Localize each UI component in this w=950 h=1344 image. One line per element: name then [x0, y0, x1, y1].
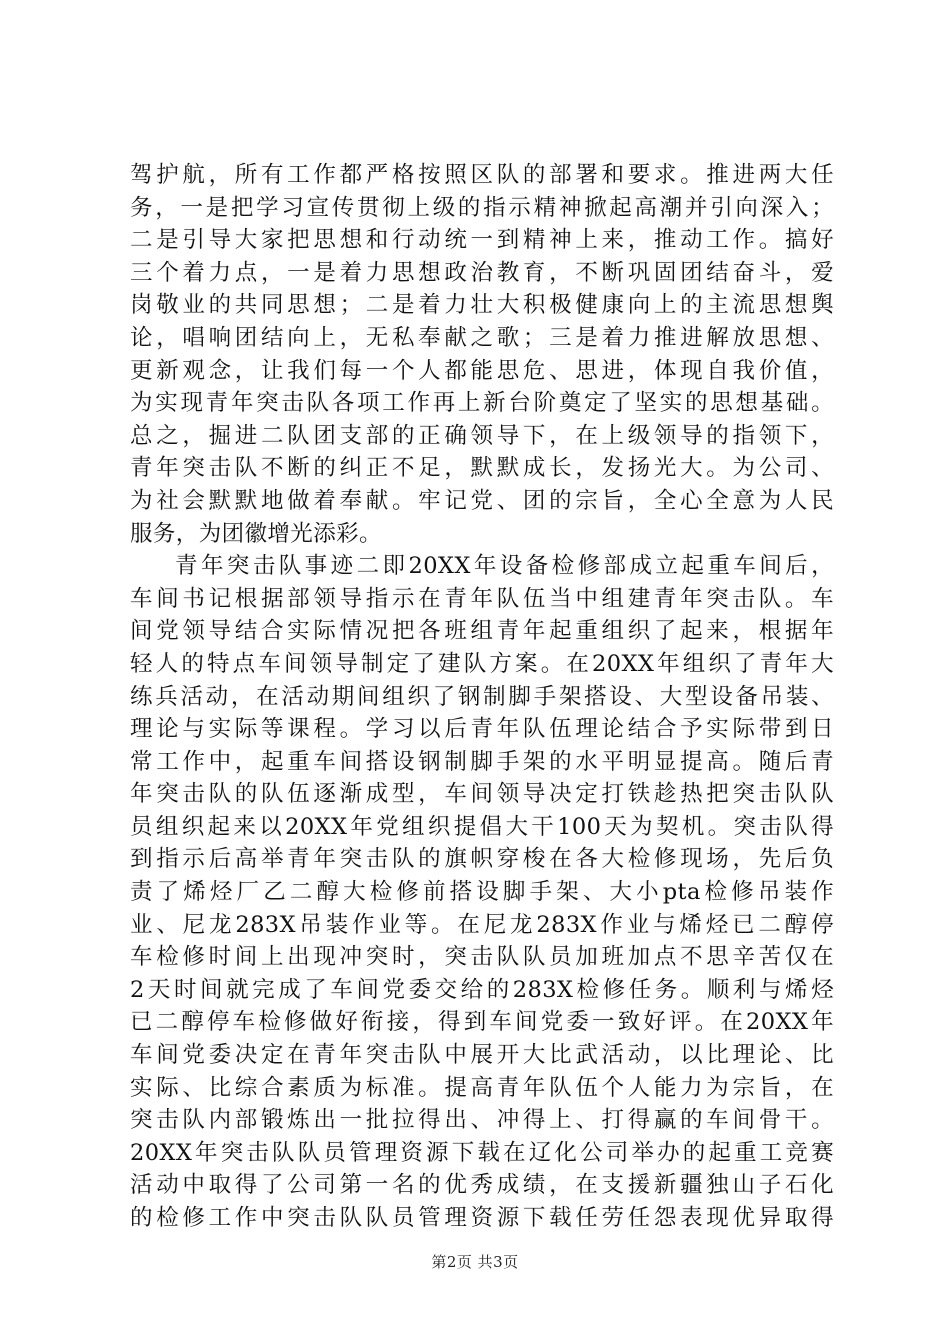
- text-line: 青年突击队事迹二即20XX年设备检修部成立起重车间后，: [175, 553, 834, 580]
- text-line: 年突击队的队伍逐渐成型，车间领导决定打铁趁热把突击队队: [130, 781, 834, 808]
- text-line: 实际、比综合素质为标准。提高青年队伍个人能力为宗旨，在: [130, 1074, 834, 1101]
- text-line: 更新观念，让我们每一个人都能思危、思进，体现自我价值，: [130, 357, 834, 384]
- text-line: 青年突击队不断的纠正不足，默默成长，发扬光大。为公司、: [130, 455, 834, 482]
- text-line: 常工作中，起重车间搭设钢制脚手架的水平明显提高。随后青: [130, 748, 834, 775]
- text-line: 责了烯烃厂乙二醇大检修前搭设脚手架、大小pta检修吊装作: [130, 879, 834, 906]
- page-footer: 第2页 共3页: [431, 1253, 519, 1271]
- text-line: 服务，为团徽增光添彩。: [130, 520, 382, 547]
- body-text: [130, 159, 834, 1235]
- text-line: 车间党委决定在青年突击队中展开大比武活动，以比理论、比: [130, 1042, 834, 1069]
- text-line: 业、尼龙283X吊装作业等。在尼龙283X作业与烯烃已二醇停: [130, 911, 834, 938]
- paragraph: [130, 550, 834, 1234]
- text-line: 已二醇停车检修做好衔接，得到车间党委一致好评。在20XX年: [130, 1009, 834, 1036]
- text-line: 的检修工作中突击队队员管理资源下载任劳任怨表现优异取得: [130, 1205, 834, 1231]
- text-line: 车检修时间上出现冲突时，突击队队员加班加点不思辛苦仅在: [130, 944, 834, 971]
- text-line: 岗敬业的共同思想；二是着力壮大积极健康向上的主流思想舆: [130, 292, 834, 319]
- text-line: 到指示后高举青年突击队的旗帜穿梭在各大检修现场，先后负: [130, 846, 834, 873]
- text-line: 员组织起来以20XX年党组织提倡大干100天为契机。突击队得: [130, 813, 834, 840]
- text-line: 务，一是把学习宣传贯彻上级的指示精神掀起高潮并引向深入；: [130, 194, 834, 221]
- text-line: 练兵活动，在活动期间组织了钢制脚手架搭设、大型设备吊装、: [130, 683, 834, 710]
- text-line: 突击队内部锻炼出一批拉得出、冲得上、打得赢的车间骨干。: [130, 1107, 834, 1134]
- text-line: 间党领导结合实际情况把各班组青年起重组织了起来，根据年: [130, 618, 834, 645]
- text-line: 论，唱响团结向上，无私奉献之歌；三是着力推进解放思想、: [130, 324, 834, 351]
- paragraph: [130, 159, 834, 550]
- text-line: 总之，掘进二队团支部的正确领导下，在上级领导的指领下，: [130, 422, 834, 449]
- text-line: 轻人的特点车间领导制定了建队方案。在20XX年组织了青年大: [130, 650, 834, 677]
- text-line: 活动中取得了公司第一名的优秀成绩，在支援新疆独山子石化: [130, 1172, 834, 1199]
- text-line: 三个着力点，一是着力思想政治教育，不断巩固团结奋斗，爱: [130, 259, 834, 286]
- text-line: 驾护航，所有工作都严格按照区队的部署和要求。推进两大任: [130, 162, 834, 188]
- text-line: 为实现青年突击队各项工作再上新台阶奠定了坚实的思想基础。: [130, 390, 834, 417]
- text-line: 2天时间就完成了车间党委交给的283X检修任务。顺利与烯烃: [130, 976, 834, 1003]
- text-line: 理论与实际等课程。学习以后青年队伍理论结合予实际带到日: [130, 716, 834, 743]
- text-line: 二是引导大家把思想和行动统一到精神上来，推动工作。搞好: [130, 227, 834, 254]
- text-line: 20XX年突击队队员管理资源下载在辽化公司举办的起重工竞赛: [130, 1139, 834, 1166]
- text-line: 为社会默默地做着奉献。牢记党、团的宗旨，全心全意为人民: [130, 487, 834, 514]
- text-line: 车间书记根据部领导指示在青年队伍当中组建青年突击队。车: [130, 585, 834, 612]
